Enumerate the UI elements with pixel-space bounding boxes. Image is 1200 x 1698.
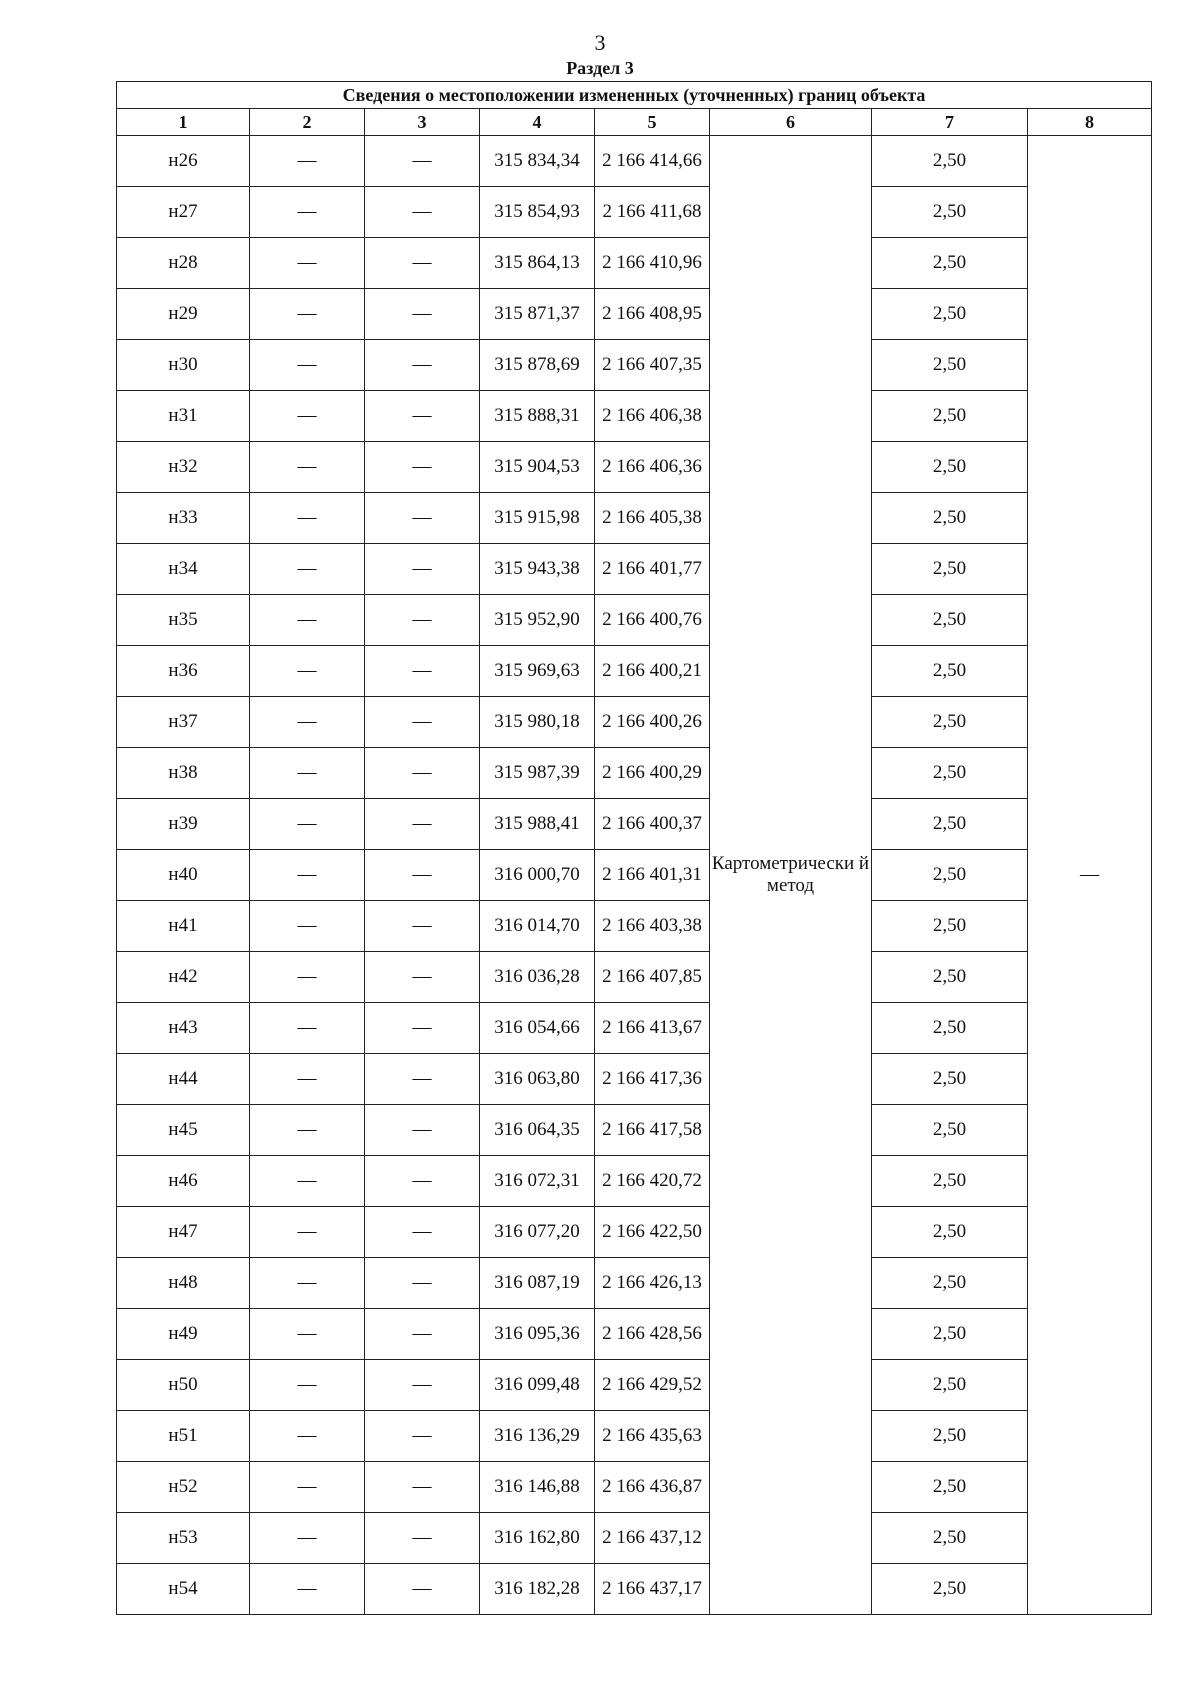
coordinate-x-cell: 315 988,41 xyxy=(480,799,595,850)
column-3-cell: — xyxy=(365,238,480,289)
column-8-cell: — xyxy=(1028,136,1152,1615)
column-3-cell: — xyxy=(365,850,480,901)
coordinate-y-cell: 2 166 401,31 xyxy=(595,850,710,901)
table-row xyxy=(117,1258,1152,1309)
coordinate-x-cell: 316 036,28 xyxy=(480,952,595,1003)
accuracy-cell: 2,50 xyxy=(872,952,1028,1003)
coordinate-y-cell: 2 166 408,95 xyxy=(595,289,710,340)
point-name-cell: н42 xyxy=(117,952,250,1003)
column-2-cell: — xyxy=(250,1258,365,1309)
column-3-cell: — xyxy=(365,748,480,799)
column-2-cell: — xyxy=(250,1513,365,1564)
accuracy-cell: 2,50 xyxy=(872,748,1028,799)
method-cell: Картометрически й метод xyxy=(710,136,872,1615)
table-row xyxy=(117,1156,1152,1207)
table-row xyxy=(117,1207,1152,1258)
coordinate-y-cell: 2 166 414,66 xyxy=(595,136,710,187)
table-row xyxy=(117,187,1152,238)
point-name-cell: н45 xyxy=(117,1105,250,1156)
column-2-cell: — xyxy=(250,1462,365,1513)
accuracy-cell: 2,50 xyxy=(872,1207,1028,1258)
column-number-2: 2 xyxy=(250,109,365,136)
coordinate-y-cell: 2 166 400,29 xyxy=(595,748,710,799)
column-2-cell: — xyxy=(250,1564,365,1615)
column-2-cell: — xyxy=(250,799,365,850)
column-2-cell: — xyxy=(250,1207,365,1258)
column-3-cell: — xyxy=(365,289,480,340)
coordinate-y-cell: 2 166 413,67 xyxy=(595,1003,710,1054)
coordinate-x-cell: 316 162,80 xyxy=(480,1513,595,1564)
column-3-cell: — xyxy=(365,1003,480,1054)
coordinate-y-cell: 2 166 400,26 xyxy=(595,697,710,748)
accuracy-cell: 2,50 xyxy=(872,136,1028,187)
table-row xyxy=(117,238,1152,289)
accuracy-cell: 2,50 xyxy=(872,340,1028,391)
coordinate-y-cell: 2 166 406,36 xyxy=(595,442,710,493)
column-3-cell: — xyxy=(365,442,480,493)
accuracy-cell: 2,50 xyxy=(872,238,1028,289)
accuracy-cell: 2,50 xyxy=(872,1564,1028,1615)
coordinate-x-cell: 316 064,35 xyxy=(480,1105,595,1156)
coordinate-x-cell: 315 854,93 xyxy=(480,187,595,238)
table-caption: Сведения о местоположении измененных (уточненных) границ объекта xyxy=(117,82,1152,109)
point-name-cell: н34 xyxy=(117,544,250,595)
coordinate-y-cell: 2 166 410,96 xyxy=(595,238,710,289)
table-row xyxy=(117,901,1152,952)
point-name-cell: н47 xyxy=(117,1207,250,1258)
column-2-cell: — xyxy=(250,748,365,799)
accuracy-cell: 2,50 xyxy=(872,850,1028,901)
point-name-cell: н53 xyxy=(117,1513,250,1564)
coordinate-x-cell: 316 063,80 xyxy=(480,1054,595,1105)
accuracy-cell: 2,50 xyxy=(872,1513,1028,1564)
accuracy-cell: 2,50 xyxy=(872,391,1028,442)
point-name-cell: н49 xyxy=(117,1309,250,1360)
column-2-cell: — xyxy=(250,952,365,1003)
coordinate-y-cell: 2 166 406,38 xyxy=(595,391,710,442)
column-number-1: 1 xyxy=(117,109,250,136)
table-row xyxy=(117,799,1152,850)
column-3-cell: — xyxy=(365,1564,480,1615)
coordinate-y-cell: 2 166 407,85 xyxy=(595,952,710,1003)
column-number-3: 3 xyxy=(365,109,480,136)
accuracy-cell: 2,50 xyxy=(872,1258,1028,1309)
point-name-cell: н50 xyxy=(117,1360,250,1411)
table-row xyxy=(117,646,1152,697)
coordinate-y-cell: 2 166 437,12 xyxy=(595,1513,710,1564)
column-3-cell: — xyxy=(365,1360,480,1411)
accuracy-cell: 2,50 xyxy=(872,1105,1028,1156)
coordinate-x-cell: 315 864,13 xyxy=(480,238,595,289)
accuracy-cell: 2,50 xyxy=(872,646,1028,697)
coordinate-x-cell: 315 871,37 xyxy=(480,289,595,340)
coordinate-y-cell: 2 166 437,17 xyxy=(595,1564,710,1615)
column-3-cell: — xyxy=(365,697,480,748)
coordinate-y-cell: 2 166 420,72 xyxy=(595,1156,710,1207)
table-row xyxy=(117,442,1152,493)
coordinate-x-cell: 315 904,53 xyxy=(480,442,595,493)
accuracy-cell: 2,50 xyxy=(872,595,1028,646)
column-2-cell: — xyxy=(250,493,365,544)
column-3-cell: — xyxy=(365,1513,480,1564)
table-row xyxy=(117,697,1152,748)
coordinate-x-cell: 316 136,29 xyxy=(480,1411,595,1462)
coordinate-y-cell: 2 166 405,38 xyxy=(595,493,710,544)
column-3-cell: — xyxy=(365,799,480,850)
column-2-cell: — xyxy=(250,1105,365,1156)
column-3-cell: — xyxy=(365,1054,480,1105)
table-row xyxy=(117,289,1152,340)
coordinate-y-cell: 2 166 417,36 xyxy=(595,1054,710,1105)
point-name-cell: н48 xyxy=(117,1258,250,1309)
coordinate-x-cell: 316 077,20 xyxy=(480,1207,595,1258)
table-row xyxy=(117,391,1152,442)
column-3-cell: — xyxy=(365,391,480,442)
column-3-cell: — xyxy=(365,901,480,952)
coordinate-y-cell: 2 166 428,56 xyxy=(595,1309,710,1360)
table-row xyxy=(117,595,1152,646)
column-3-cell: — xyxy=(365,952,480,1003)
table-row xyxy=(117,493,1152,544)
column-2-cell: — xyxy=(250,391,365,442)
accuracy-cell: 2,50 xyxy=(872,493,1028,544)
coordinate-x-cell: 315 834,34 xyxy=(480,136,595,187)
table-row xyxy=(117,1309,1152,1360)
page-number: 3 xyxy=(594,30,606,55)
column-3-cell: — xyxy=(365,493,480,544)
coordinate-y-cell: 2 166 435,63 xyxy=(595,1411,710,1462)
table-row xyxy=(117,340,1152,391)
column-2-cell: — xyxy=(250,697,365,748)
point-name-cell: н29 xyxy=(117,289,250,340)
column-number-4: 4 xyxy=(480,109,595,136)
column-2-cell: — xyxy=(250,1156,365,1207)
point-name-cell: н44 xyxy=(117,1054,250,1105)
point-name-cell: н37 xyxy=(117,697,250,748)
point-name-cell: н32 xyxy=(117,442,250,493)
coordinate-y-cell: 2 166 400,21 xyxy=(595,646,710,697)
section-title: Раздел 3 xyxy=(566,58,634,78)
column-number-7: 7 xyxy=(872,109,1028,136)
column-2-cell: — xyxy=(250,544,365,595)
column-3-cell: — xyxy=(365,1309,480,1360)
point-name-cell: н26 xyxy=(117,136,250,187)
coordinate-y-cell: 2 166 417,58 xyxy=(595,1105,710,1156)
column-2-cell: — xyxy=(250,289,365,340)
coordinate-x-cell: 315 888,31 xyxy=(480,391,595,442)
column-3-cell: — xyxy=(365,1156,480,1207)
point-name-cell: н27 xyxy=(117,187,250,238)
accuracy-cell: 2,50 xyxy=(872,1003,1028,1054)
coordinate-x-cell: 316 095,36 xyxy=(480,1309,595,1360)
point-name-cell: н43 xyxy=(117,1003,250,1054)
coordinate-y-cell: 2 166 426,13 xyxy=(595,1258,710,1309)
table-row xyxy=(117,1360,1152,1411)
point-name-cell: н46 xyxy=(117,1156,250,1207)
column-3-cell: — xyxy=(365,1105,480,1156)
coordinate-y-cell: 2 166 429,52 xyxy=(595,1360,710,1411)
accuracy-cell: 2,50 xyxy=(872,187,1028,238)
point-name-cell: н52 xyxy=(117,1462,250,1513)
table-row xyxy=(117,1513,1152,1564)
point-name-cell: н31 xyxy=(117,391,250,442)
table-row xyxy=(117,1003,1152,1054)
coordinate-y-cell: 2 166 401,77 xyxy=(595,544,710,595)
coordinate-x-cell: 316 182,28 xyxy=(480,1564,595,1615)
coordinate-x-cell: 315 969,63 xyxy=(480,646,595,697)
table-row xyxy=(117,1564,1152,1615)
table-row xyxy=(117,850,1152,901)
column-number-8: 8 xyxy=(1028,109,1152,136)
point-name-cell: н54 xyxy=(117,1564,250,1615)
column-2-cell: — xyxy=(250,1411,365,1462)
table-body xyxy=(117,136,1152,1615)
point-name-cell: н41 xyxy=(117,901,250,952)
point-name-cell: н36 xyxy=(117,646,250,697)
column-3-cell: — xyxy=(365,136,480,187)
accuracy-cell: 2,50 xyxy=(872,442,1028,493)
coordinate-y-cell: 2 166 400,37 xyxy=(595,799,710,850)
column-3-cell: — xyxy=(365,646,480,697)
column-number-6: 6 xyxy=(710,109,872,136)
coordinate-y-cell: 2 166 436,87 xyxy=(595,1462,710,1513)
point-name-cell: н38 xyxy=(117,748,250,799)
column-3-cell: — xyxy=(365,544,480,595)
coordinate-y-cell: 2 166 403,38 xyxy=(595,901,710,952)
table-row xyxy=(117,544,1152,595)
column-3-cell: — xyxy=(365,1258,480,1309)
column-2-cell: — xyxy=(250,1360,365,1411)
column-2-cell: — xyxy=(250,1309,365,1360)
column-2-cell: — xyxy=(250,238,365,289)
column-2-cell: — xyxy=(250,442,365,493)
coordinate-x-cell: 316 146,88 xyxy=(480,1462,595,1513)
column-2-cell: — xyxy=(250,187,365,238)
accuracy-cell: 2,50 xyxy=(872,799,1028,850)
coordinate-y-cell: 2 166 407,35 xyxy=(595,340,710,391)
column-2-cell: — xyxy=(250,340,365,391)
column-2-cell: — xyxy=(250,901,365,952)
accuracy-cell: 2,50 xyxy=(872,1411,1028,1462)
column-2-cell: — xyxy=(250,1003,365,1054)
accuracy-cell: 2,50 xyxy=(872,1309,1028,1360)
coordinate-x-cell: 316 072,31 xyxy=(480,1156,595,1207)
column-2-cell: — xyxy=(250,595,365,646)
table-row xyxy=(117,748,1152,799)
accuracy-cell: 2,50 xyxy=(872,1156,1028,1207)
column-3-cell: — xyxy=(365,595,480,646)
point-name-cell: н35 xyxy=(117,595,250,646)
point-name-cell: н51 xyxy=(117,1411,250,1462)
accuracy-cell: 2,50 xyxy=(872,901,1028,952)
accuracy-cell: 2,50 xyxy=(872,1360,1028,1411)
coordinate-x-cell: 316 054,66 xyxy=(480,1003,595,1054)
table-row xyxy=(117,952,1152,1003)
column-3-cell: — xyxy=(365,1207,480,1258)
column-2-cell: — xyxy=(250,1054,365,1105)
coordinate-x-cell: 316 087,19 xyxy=(480,1258,595,1309)
column-numbers-row xyxy=(117,109,1152,136)
column-3-cell: — xyxy=(365,1411,480,1462)
accuracy-cell: 2,50 xyxy=(872,544,1028,595)
table-row xyxy=(117,136,1152,187)
coordinate-y-cell: 2 166 400,76 xyxy=(595,595,710,646)
accuracy-cell: 2,50 xyxy=(872,289,1028,340)
coordinate-x-cell: 315 987,39 xyxy=(480,748,595,799)
table-row xyxy=(117,1462,1152,1513)
point-name-cell: н39 xyxy=(117,799,250,850)
coordinate-x-cell: 315 915,98 xyxy=(480,493,595,544)
coordinate-y-cell: 2 166 422,50 xyxy=(595,1207,710,1258)
table-row xyxy=(117,1054,1152,1105)
coordinate-x-cell: 315 952,90 xyxy=(480,595,595,646)
accuracy-cell: 2,50 xyxy=(872,1054,1028,1105)
point-name-cell: н40 xyxy=(117,850,250,901)
coordinate-x-cell: 315 943,38 xyxy=(480,544,595,595)
table-row xyxy=(117,1105,1152,1156)
coordinate-x-cell: 315 878,69 xyxy=(480,340,595,391)
column-3-cell: — xyxy=(365,1462,480,1513)
column-2-cell: — xyxy=(250,646,365,697)
coordinate-y-cell: 2 166 411,68 xyxy=(595,187,710,238)
column-number-5: 5 xyxy=(595,109,710,136)
coordinate-x-cell: 315 980,18 xyxy=(480,697,595,748)
column-2-cell: — xyxy=(250,850,365,901)
accuracy-cell: 2,50 xyxy=(872,1462,1028,1513)
coordinate-x-cell: 316 000,70 xyxy=(480,850,595,901)
point-name-cell: н30 xyxy=(117,340,250,391)
column-3-cell: — xyxy=(365,340,480,391)
column-3-cell: — xyxy=(365,187,480,238)
coordinates-table xyxy=(116,81,1152,1615)
coordinate-x-cell: 316 014,70 xyxy=(480,901,595,952)
point-name-cell: н28 xyxy=(117,238,250,289)
point-name-cell: н33 xyxy=(117,493,250,544)
column-2-cell: — xyxy=(250,136,365,187)
accuracy-cell: 2,50 xyxy=(872,697,1028,748)
coordinate-x-cell: 316 099,48 xyxy=(480,1360,595,1411)
table-row xyxy=(117,1411,1152,1462)
